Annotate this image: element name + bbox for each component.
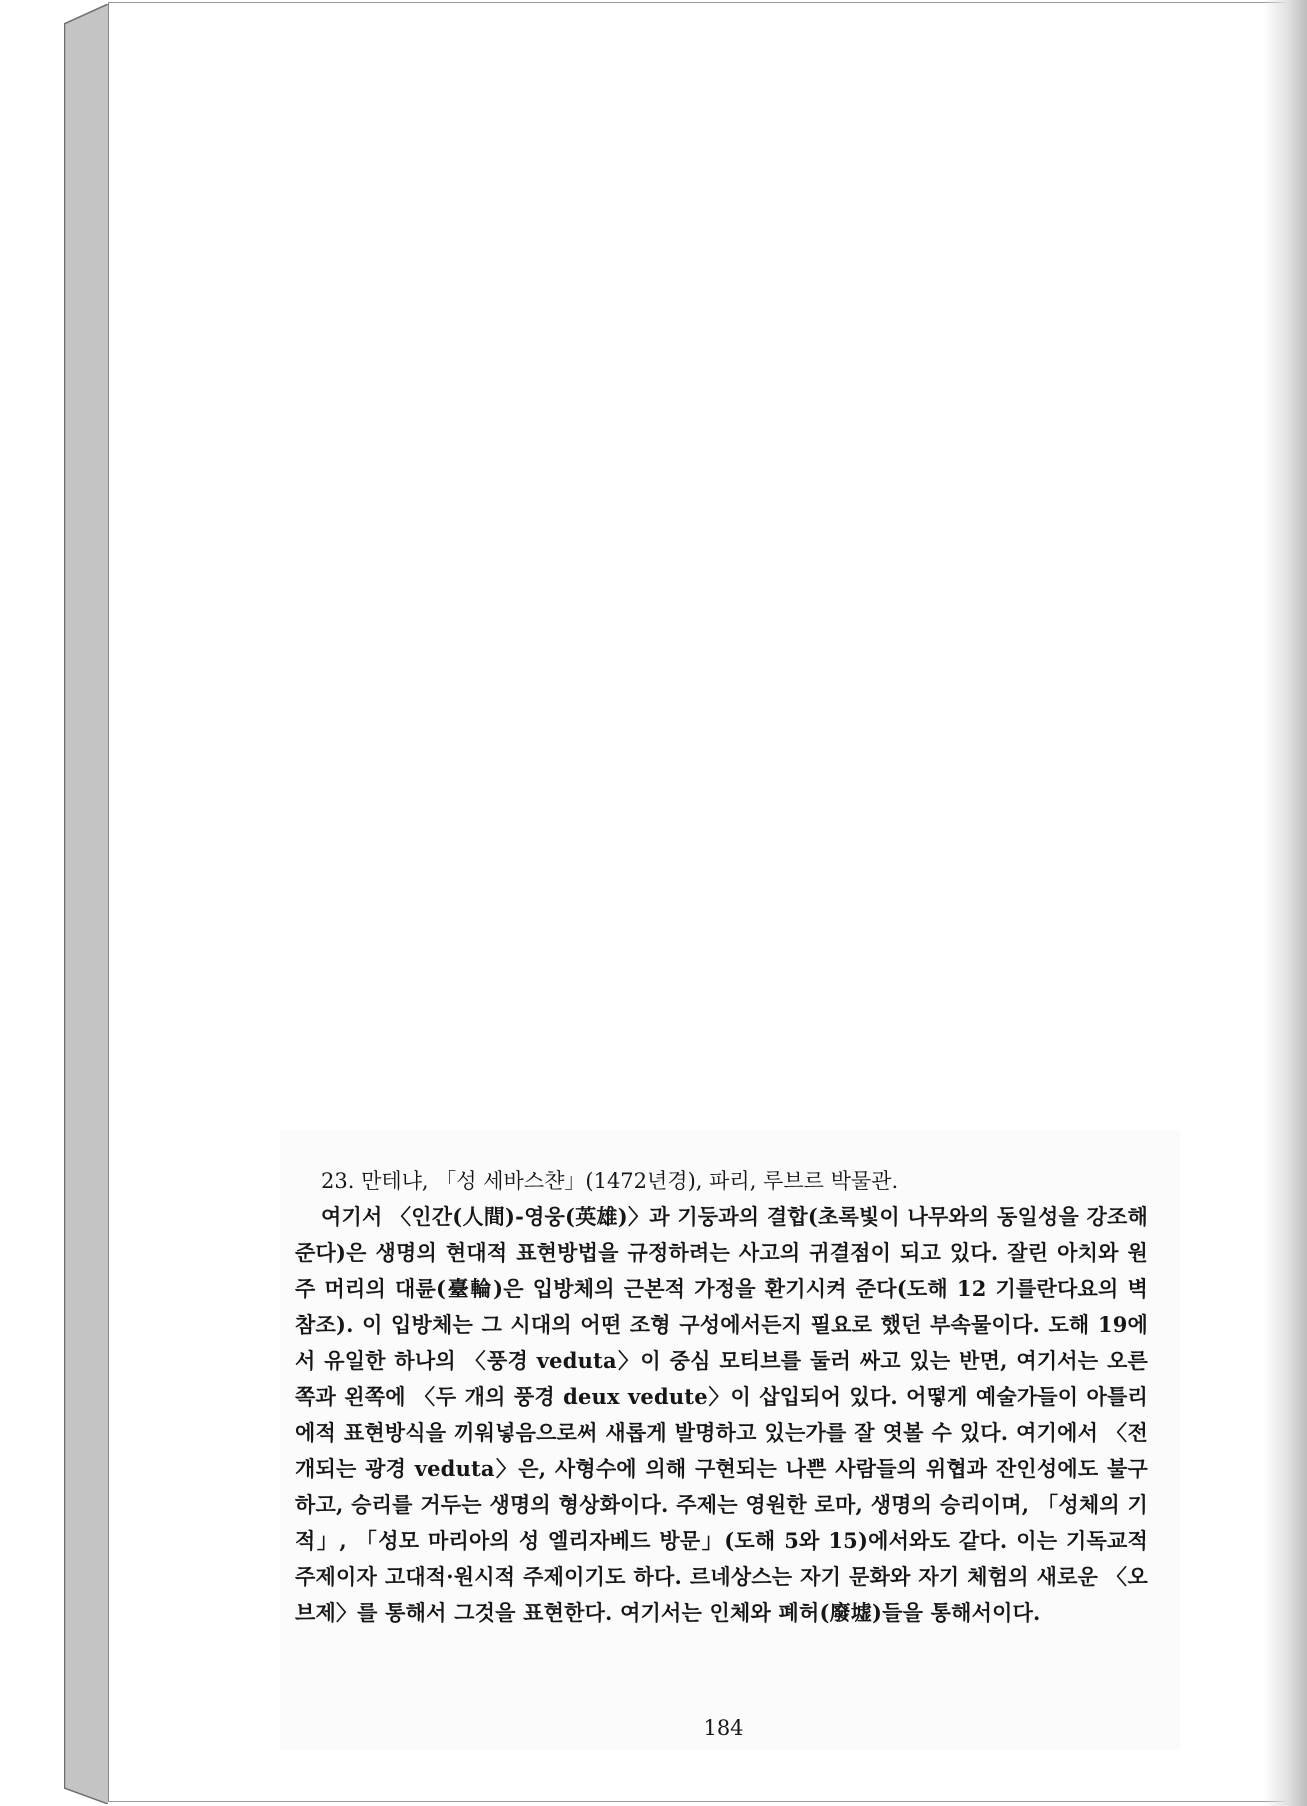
page-edge-shadow (1263, 0, 1307, 1806)
figure-caption: 23. 만테냐, 「성 세바스챤」(1472년경), 파리, 루브르 박물관. (321, 1169, 899, 1193)
body-paragraph: 여기서 〈인간(人間)-영웅(英雄)〉과 기둥과의 결합(초록빛이 나무와의 동일성을 강조해 준다)은 생명의 현대적 표현방법을 규정하려는 사고의 귀결점이 되고 있다. 잘린 아치와 원주 머리의 대륜(臺輪)은 입방체의 근본적 가정을 환기시켜 준다(도해 12 기를란다요의 벽 참조). 이 입방체는 그 시대의 어떤 조형 구성에서든지 필요로 했던 부속물이다. 도해 19에서 유일한 하나의 〈풍경 veduta〉이 중심 모티브를 둘러 싸고 있는 반면, 여기서는 오른쪽과 왼쪽에 〈두 개의 풍경 deux vedute〉이 삽입되어 있다. 어떻게 예술가들이 아틀리에적 표현방식을 끼워넣음으로써 새롭게 발명하고 있는가를 잘 엿볼 수 있다. 여기에서 〈전개되는 광경 veduta〉은, 사형수에 의해 구현되는 나쁜 사람들의 위협과 잔인성에도 불구하고, 승리를 거두는 생명의 형상화이다. 주제는 영원한 로마, 생명의 승리이며, 「성체의 기적」, 「성모 마리아의 성 엘리자베드 방문」(도해 5와 15)에서와도 같다. 이는 기독교적 주제이자 고대적·원시적 주제이기도 하다. 르네상스는 자기 문화와 자기 체험의 새로운 〈오브제〉를 통해서 그것을 표현한다. 여기서는 인체와 폐허(廢墟)들을 통해서이다. (295, 1204, 1148, 1625)
page-number: 184 (703, 1716, 744, 1740)
page-number-container (0, 1716, 1307, 1740)
book-spine (64, 4, 109, 1804)
text-block (295, 1163, 1148, 1631)
